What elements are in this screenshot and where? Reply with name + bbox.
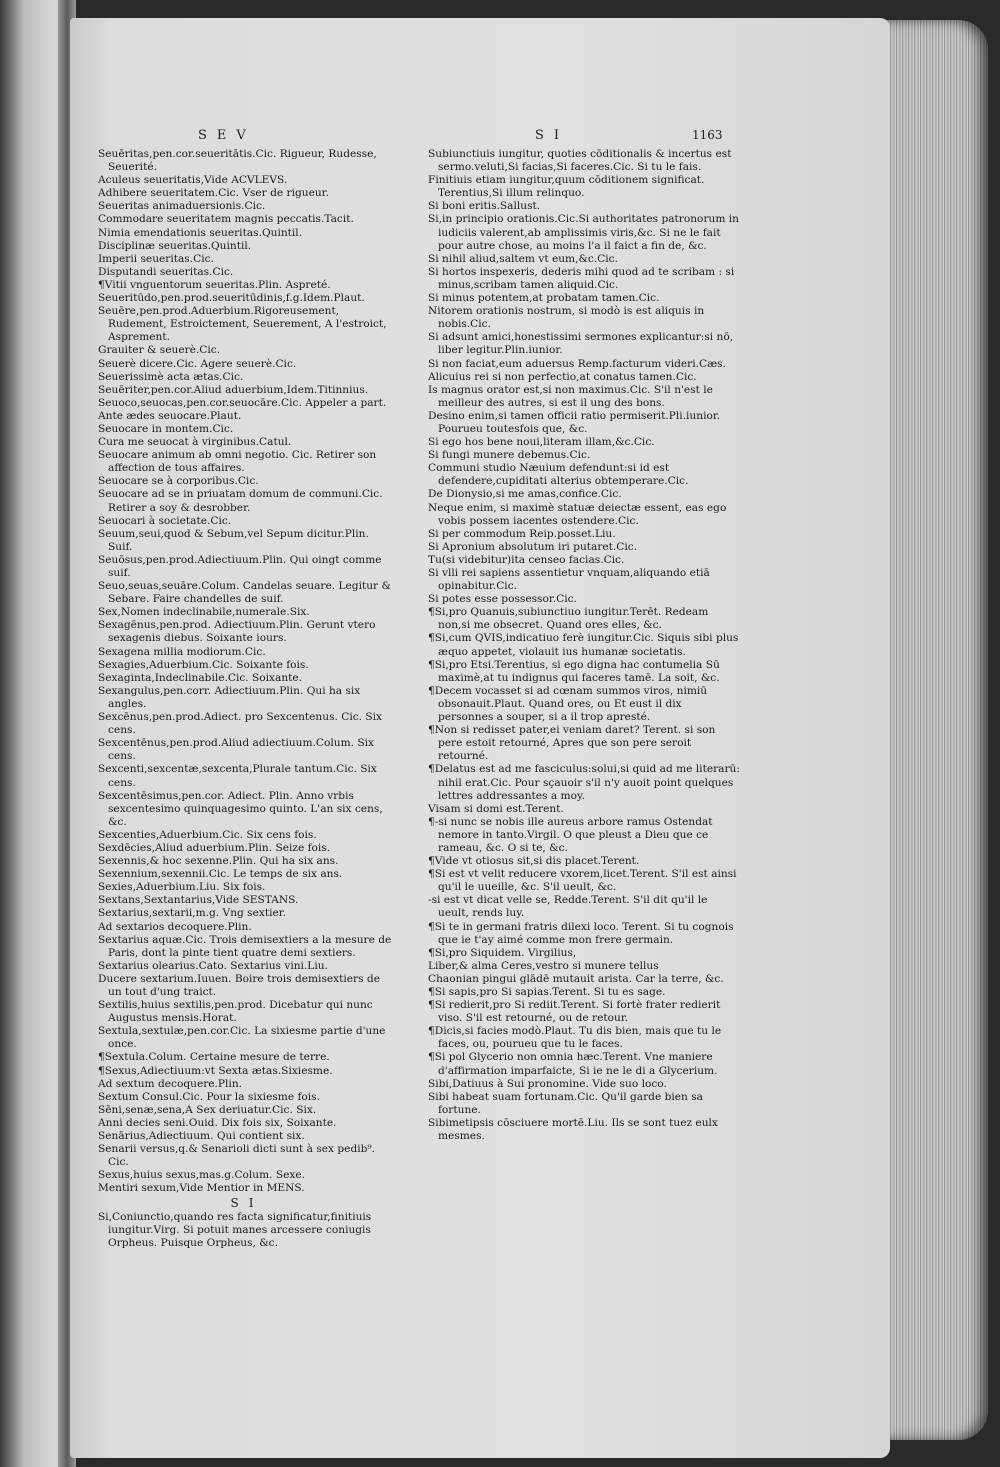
dictionary-entry: Nitorem orationis nostrum, si modò is est aliquis in nobis.Cic.: [428, 305, 705, 331]
dictionary-entry: Si adsunt amici,honestissimi sermones explicantur:si nō, liber legitur.Plin.iunior.: [428, 331, 734, 357]
dictionary-entry: Seueritūdo,pen.prod.seueritūdinis,f.g.Idem.Plaut.: [98, 292, 365, 305]
dictionary-entry: ¶Sextula.Colum. Certaine mesure de terre.: [98, 1051, 330, 1064]
dictionary-entry: Mentiri sexum,Vide Mentior in MENS.: [98, 1182, 305, 1195]
dictionary-entry: Disputandi seueritas.Cic.: [98, 265, 234, 278]
dictionary-entry: Seuocare in montem.Cic.: [98, 422, 234, 435]
dictionary-entry: Si hortos inspexeris, dederis mihi quod ad te scribam : si minus,scribam tamen aliquid.Cic.: [428, 265, 735, 291]
dictionary-entry: Sexagēnus,pen.prod. Adiectiuum.Plin. Gerunt vtero sexagenis diebus. Soixante iours.: [98, 619, 376, 645]
dictionary-entry: Si nihil aliud,saltem vt eum,&c.Cic.: [428, 252, 618, 265]
dictionary-entry: Sextula,sextulæ,pen.cor.Cic. La sixiesme partie d'une once.: [98, 1025, 386, 1051]
dictionary-entry: ¶-si nunc se nobis ille aureus arbore ramus Ostendat nemore in tanto.Virgil. O que pleust a Dieu que ce rameau, &c. O si te, &c.: [428, 815, 713, 854]
dictionary-entry: Si per commodum Reip.posset.Liu.: [428, 527, 616, 540]
dictionary-entry: Si potes esse possessor.Cic.: [428, 593, 577, 606]
dictionary-entry: Sibi,Datiuus à Sui pronomine. Vide suo loco.: [428, 1077, 667, 1090]
dictionary-entry: Cura me seuocat à virginibus.Catul.: [98, 436, 292, 449]
dictionary-entry: Aculeus seueritatis,Vide ACVLEVS.: [98, 174, 288, 187]
dictionary-entry: Sexies,Aduerbium.Liu. Six fois.: [98, 881, 266, 894]
dictionary-entry: Seuēritas,pen.cor.seueritātis.Cic. Rigueur, Rudesse, Seuerité.: [98, 148, 377, 174]
dictionary-entry: Adhibere seueritatem.Cic. Vser de rigueur.: [98, 187, 329, 200]
running-head-right: SI: [535, 128, 570, 143]
dictionary-entry: Subiunctiuis iungitur, quoties cōditionalis & incertus est sermo.veluti,Si facias,Si faceres.Cic. Si tu le fais.: [428, 148, 732, 174]
dictionary-entry: Chaonian pingui glādē mutauit arista. Car la terre, &c.: [428, 972, 724, 985]
dictionary-entry: Seuocare animum ab omni negotio. Cic. Retirer son affection de tous affaires.: [98, 449, 377, 475]
dictionary-entry: Seuēriter,pen.cor.Aliud aduerbium,Idem.Titinnius.: [98, 383, 369, 396]
dictionary-entry: Seuōsus,pen.prod.Adiectiuum.Plin. Qui oingt comme suif.: [98, 553, 382, 579]
dictionary-entry: ¶Si redierit,pro Si rediit.Terent. Si fortè frater redierit viso. S'il est retourné, ou de retour.: [428, 999, 721, 1025]
dictionary-entry: Si,in principio orationis.Cic.Si authoritates patronorum in iudiciis valerent,ab amplissimis viris,&c. Si ne le fait pour autre chose, au moins l'a il faict a fin de, &c.: [428, 213, 739, 252]
dictionary-entry: Disciplinæ seueritas.Quintil.: [98, 239, 252, 252]
dictionary-entry: Sextum Consul.Cic. Pour la sixiesme fois.: [98, 1090, 320, 1103]
dictionary-entry: ¶Dicis,si facies modò.Plaut. Tu dis bien, mais que tu le faces, ou, pourueu que tu le faces.: [428, 1025, 722, 1051]
dictionary-entry: ¶Si,pro Siquidem. Virgilius,: [428, 946, 577, 959]
dictionary-entry: Seuum,seui,quod & Sebum,vel Sepum dicitur.Plin. Suif.: [98, 527, 369, 553]
dictionary-entry: Ante ædes seuocare.Plaut.: [98, 409, 242, 422]
dictionary-entry: Seueritas animaduersionis.Cic.: [98, 200, 266, 213]
dictionary-entry: Sibimetipsis cōsciuere mortē.Liu. Ils se sont tuez eulx mesmes.: [428, 1116, 718, 1143]
dictionary-entry: Sexaginta,Indeclinabile.Cic. Soixante.: [98, 671, 303, 684]
dictionary-entry: Finitiuis etiam iungitur,quum cōditionem significat. Terentius,Si illum relinquo.: [428, 174, 705, 200]
dictionary-entry: Anni decies seni.Ouid. Dix fois six, Soixante.: [98, 1116, 337, 1129]
dictionary-entry: ¶Si,cum QVIS,indicatiuo ferè iungitur.Cic. Siquis sibi plus æquo appetet, violauit ius humanæ societatis.: [428, 632, 739, 658]
dictionary-entry: Nimia emendationis seueritas.Quintil.: [98, 226, 303, 239]
dictionary-entry: Sexcēnus,pen.prod.Adiect. pro Sexcentenus. Cic. Six cens.: [98, 711, 383, 737]
dictionary-entry: Sibi habeat suam fortunam.Cic. Qu'il garde bien sa fortune.: [428, 1090, 703, 1116]
dictionary-entry: Sexagies,Aduerbium.Cic. Soixante fois.: [98, 658, 309, 671]
dictionary-entry: Grauiter & seuerè.Cic.: [98, 344, 221, 357]
dictionary-entry: ¶Si est vt velit reducere vxorem,licet.Terent. S'il est ainsi qu'il le uueille, &c. S'il ueult, &c.: [428, 868, 737, 894]
dictionary-entry: Sexcentēsimus,pen.cor. Adiect. Plin. Anno vrbis sexcentesimo quinquagesimo quinto. L'an six cens, &c.: [98, 789, 383, 828]
dictionary-entry: Sexennis,& hoc sexenne.Plin. Qui ha six ans.: [98, 855, 339, 868]
dictionary-entry: -si est vt dicat velle se, Redde.Terent. S'il dit qu'il le ueult, rends luy.: [428, 894, 708, 920]
right-column: [428, 148, 740, 1143]
dictionary-entry: Sexangulus,pen.corr. Adiectiuum.Plin. Qui ha six angles.: [98, 684, 361, 710]
dictionary-entry: Seuocare ad se in priuatam domum de communi.Cic. Retirer a soy & desrobber.: [98, 488, 383, 514]
dictionary-entry: Seuēre,pen.prod.Aduerbium.Rigoreusement, Rudement, Estroictement, Seuerement, A l'estroict, Asprement.: [98, 305, 387, 344]
dictionary-entry: ¶Si,pro Quanuis,subiunctiuo iungitur.Terēt. Redeam non,si me obsecret. Quand ores elles, &c.: [428, 606, 709, 632]
dictionary-entry: Senarii versus,q.& Senarioli dicti sunt à sex pedib⁹. Cic.: [98, 1143, 376, 1169]
dictionary-entry: Desino enim,si tamen officii ratio permiserit.Pli.iunior. Pourueu toutesfois que, &c.: [428, 409, 721, 435]
section-heading-si: SI: [230, 1195, 264, 1210]
dictionary-entry: Si fungi munere debemus.Cic.: [428, 449, 591, 462]
dictionary-entry: Sextilis,huius sextilis,pen.prod. Dicebatur qui nunc Augustus mensis.Horat.: [98, 999, 373, 1025]
dictionary-entry: Commodare seueritatem magnis peccatis.Tacit.: [98, 213, 354, 226]
dictionary-entry: Visam si domi est.Terent.: [428, 802, 564, 815]
page-block-edges: [878, 20, 988, 1440]
dictionary-entry: Liber,& alma Ceres,vestro si munere tellus: [428, 959, 659, 972]
dictionary-entry: ¶Sexus,Adiectiuum:vt Sexta ætas.Sixiesme.: [98, 1064, 333, 1077]
left-column: [98, 148, 396, 1250]
dictionary-entry: Seuo,seuas,seuāre.Colum. Candelas seuare. Legitur & Sebare. Faire chandelles de suif.: [98, 580, 391, 606]
dictionary-entry: Seuocari à societate.Cic.: [98, 514, 232, 527]
dictionary-entry: Imperii seueritas.Cic.: [98, 252, 214, 265]
dictionary-entry: ¶Delatus est ad me fasciculus:solui,si quid ad me literarū: nihil erat.Cic. Pour sçauoir s'il n'y auoit point quelques lettres addressantes a moy.: [428, 763, 740, 802]
dictionary-entry: Sēni,senæ,sena,A Sex deriuatur.Cic. Six.: [98, 1103, 317, 1116]
dictionary-entry: Sex,Nomen indeclinabile,numerale.Six.: [98, 606, 310, 619]
dictionary-entry: Communi studio Næuium defendunt:si id est defendere,cupiditati alterius obtemperare.Cic.: [428, 462, 689, 488]
dictionary-entry: Senārius,Adiectiuum. Qui contient six.: [98, 1130, 305, 1143]
dictionary-entry: Sexcenties,Aduerbium.Cic. Six cens fois.: [98, 828, 317, 841]
dictionary-entry: Si vlli rei sapiens assentietur vnquam,aliquando etiā opinabitur.Cic.: [428, 567, 710, 593]
dictionary-entry: Si ego hos bene noui,literam illam,&c.Cic.: [428, 436, 655, 449]
dictionary-entry: ¶Si pol Glycerio non omnia hæc.Terent. Vne maniere d'affirmation imparfaicte, Si ie ne le di a Glycerium.: [428, 1051, 718, 1077]
dictionary-entry: Ducere sextarium.Iuuen. Boire trois demisextiers de un tout d'ung traict.: [98, 972, 380, 998]
dictionary-entry: Sexennium,sexennii.Cic. Le temps de six ans.: [98, 868, 343, 881]
dictionary-entry: Seuocare se à corporibus.Cic.: [98, 475, 259, 488]
dictionary-entry: ¶Si te in germani fratris dilexi loco. Terent. Si tu cognois que ie t'ay aimé comme mon frere germain.: [428, 920, 734, 946]
dictionary-entry: Si minus potentem,at probatam tamen.Cic.: [428, 292, 660, 305]
dictionary-entry: Si Apronium absolutum iri putaret.Cic.: [428, 540, 638, 553]
dictionary-entry: Si boni eritis.Sallust.: [428, 200, 541, 213]
dictionary-entry: Sexcenti,sexcentæ,sexcenta,Plurale tantum.Cic. Six cens.: [98, 763, 377, 789]
dictionary-entry: Si,Coniunctio,quando res facta significatur,finitiuis iungitur.Virg. Si potuit manes arcessere coniugis Orpheus. Puisque Orpheus, &c.: [98, 1210, 372, 1249]
dictionary-entry: ¶Vide vt otiosus sit,si dis placet.Terent.: [428, 855, 640, 868]
dictionary-entry: Sextans,Sextantarius,Vide SESTANS.: [98, 894, 299, 907]
dictionary-entry: Sexcentēnus,pen.prod.Aliud adiectiuum.Colum. Six cens.: [98, 737, 375, 763]
dictionary-entry: Seuerissimè acta ætas.Cic.: [98, 370, 244, 383]
dictionary-entry: Alicuius rei si non perfectio,at conatus tamen.Cic.: [428, 370, 697, 383]
dictionary-entry: Sexagena millia modiorum.Cic.: [98, 645, 266, 658]
running-head-left: SEV: [198, 128, 256, 143]
dictionary-entry: Si non faciat,eum aduersus Remp.facturum videri.Cæs.: [428, 357, 726, 370]
dictionary-entry: Is magnus orator est,si non maximus.Cic. S'il n'est le meilleur des autres, si est il ung des bons.: [428, 383, 713, 409]
dictionary-entry: Ad sextum decoquere.Plin.: [98, 1077, 243, 1090]
dictionary-entry: Sextarius aquæ.Cic. Trois demisextiers a la mesure de Paris, dont la pinte tient quatre demi sextiers.: [98, 933, 392, 959]
dictionary-entry: De Dionysio,si me amas,confice.Cic.: [428, 488, 622, 501]
dictionary-entry: Neque enim, si maximè statuæ deiectæ essent, eas ego vobis possem iacentes ostendere.Cic.: [428, 501, 727, 527]
dictionary-entry: ¶Si sapis,pro Si sapias.Terent. Si tu es sage.: [428, 986, 666, 998]
dictionary-entry: Sextarius,sextarii,m.g. Vng sextier.: [98, 907, 287, 920]
dictionary-entry: ¶Vitii vnguentorum seueritas.Plin. Aspreté.: [98, 278, 331, 291]
dictionary-entry: ¶Decem vocasset si ad cœnam summos viros, nimiū obsonauit.Plaut. Quand ores, ou Et eust il dix personnes a souper, si a il trop apresté.: [428, 684, 708, 724]
dictionary-entry: ¶Si,pro Etsi.Terentius, si ego digna hac contumelia Sū maximè,at tu indignus qui faceres tamē. La soit, &c.: [428, 658, 720, 684]
dictionary-entry: Seuoco,seuocas,pen.cor.seuocāre.Cic. Appeler a part.: [98, 396, 387, 409]
dictionary-entry: Sexdēcies,Aliud aduerbium.Plin. Seize fois.: [98, 841, 331, 854]
dictionary-entry: Tu(si videbitur)ita censeo facias.Cic.: [428, 553, 625, 566]
dictionary-entry: Ad sextarios decoquere.Plin.: [98, 920, 252, 933]
dictionary-entry: Seuerè dicere.Cic. Agere seuerè.Cic.: [98, 357, 297, 370]
dictionary-entry: Sextarius olearius.Cato. Sextarius vini.Liu.: [98, 959, 328, 972]
dictionary-entry: Sexus,huius sexus,mas.g.Colum. Sexe.: [98, 1169, 306, 1182]
page-number: 1163: [692, 128, 723, 142]
dictionary-entry: ¶Non si redisset pater,ei veniam daret? Terent. si son pere estoit retourné, Apres que son pere seroit retourné.: [428, 724, 716, 763]
